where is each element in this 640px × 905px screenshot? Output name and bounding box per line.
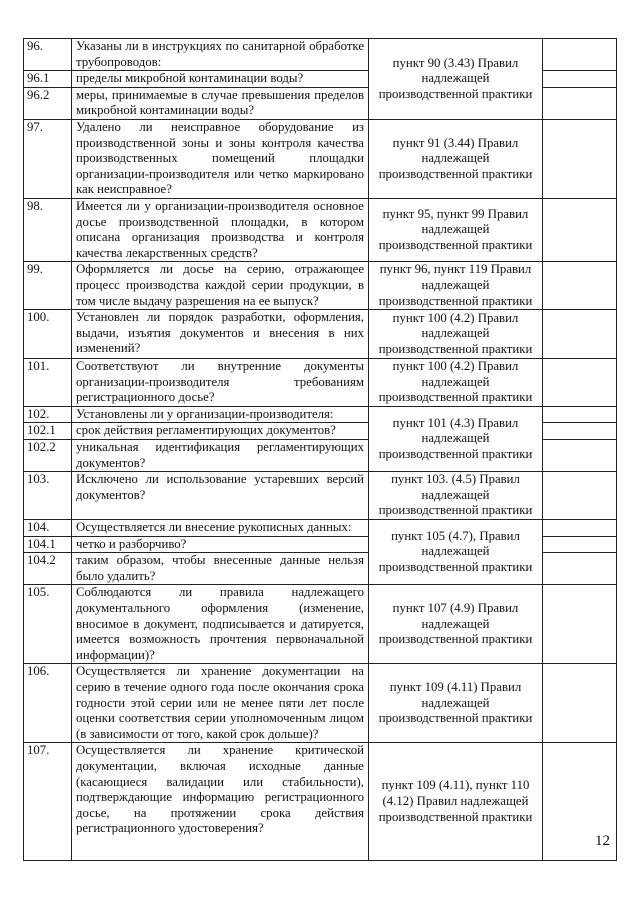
mark-cell[interactable] <box>543 39 617 71</box>
mark-cell[interactable] <box>543 520 617 537</box>
table-row <box>24 198 617 261</box>
row-number: 102.1 <box>24 423 72 440</box>
mark-cell[interactable] <box>543 440 617 472</box>
row-number: 96.2 <box>24 87 72 119</box>
question-text: Осуществляется ли внесение рукописных данных: <box>72 520 369 537</box>
row-number: 104.1 <box>24 536 72 553</box>
question-text: Соответствуют ли внутренние документы организации-производителя требованиям регистрационного досье? <box>72 359 369 407</box>
mark-cell[interactable] <box>543 87 617 119</box>
table-row <box>24 359 617 407</box>
table-row <box>24 743 617 861</box>
question-text: меры, принимаемые в случае превышения пределов микробной контаминации воды? <box>72 87 369 119</box>
reference-cell: пункт 96, пункт 119 Правил надлежащей производственной практики <box>369 262 543 310</box>
row-number: 104. <box>24 520 72 537</box>
table-row <box>24 664 617 743</box>
question-text: Указаны ли в инструкциях по санитарной обработке трубопроводов: <box>72 39 369 71</box>
reference-cell: пункт 109 (4.11) Правил надлежащей производственной практики <box>369 664 543 743</box>
reference-cell: пункт 107 (4.9) Правил надлежащей производственной практики <box>369 585 543 664</box>
mark-cell[interactable] <box>543 310 617 359</box>
row-number: 107. <box>24 743 72 861</box>
mark-cell[interactable] <box>543 359 617 407</box>
row-number: 105. <box>24 585 72 664</box>
table-row <box>24 119 617 198</box>
mark-cell[interactable] <box>543 423 617 440</box>
table-row <box>24 520 617 537</box>
row-number: 103. <box>24 472 72 520</box>
mark-cell[interactable] <box>543 553 617 585</box>
reference-cell: пункт 95, пункт 99 Правил надлежащей производственной практики <box>369 198 543 261</box>
question-text: Установлены ли у организации-производителя: <box>72 406 369 423</box>
reference-cell: пункт 101 (4.3) Правил надлежащей производственной практики <box>369 406 543 471</box>
reference-cell: пункт 91 (3.44) Правил надлежащей производственной практики <box>369 119 543 198</box>
question-text: Исключено ли использование устаревших версий документов? <box>72 472 369 520</box>
table-row <box>24 585 617 664</box>
question-text: пределы микробной контаминации воды? <box>72 71 369 88</box>
question-text: Осуществляется ли хранение документации на серию в течение одного года после окончания срока годности этой серии или не менее пяти лет после оценки соответствия серии уполномоченным лицом (в зависимости от того, какой срок дольше)? <box>72 664 369 743</box>
row-number: 99. <box>24 262 72 310</box>
reference-cell: пункт 103. (4.5) Правил надлежащей производственной практики <box>369 472 543 520</box>
question-text: уникальная идентификация регламентирующих документов? <box>72 440 369 472</box>
row-number: 102. <box>24 406 72 423</box>
question-text: таким образом, чтобы внесенные данные нельзя было удалить? <box>72 553 369 585</box>
row-number: 98. <box>24 198 72 261</box>
reference-cell: пункт 109 (4.11), пункт 110 (4.12) Правил надлежащей производственной практики <box>369 743 543 861</box>
row-number: 101. <box>24 359 72 407</box>
question-text: Оформляется ли досье на серию, отражающее процесс производства каждой серии продукции, в том числе выдачу разрешения на ее выпуск? <box>72 262 369 310</box>
question-text: четко и разборчиво? <box>72 536 369 553</box>
mark-cell[interactable] <box>543 536 617 553</box>
question-text: Установлен ли порядок разработки, оформления, выдачи, изъятия документов и внесения в них изменений? <box>72 310 369 359</box>
table-row <box>24 472 617 520</box>
checklist-table <box>23 38 617 861</box>
reference-cell: пункт 100 (4.2) Правил надлежащей производственной практики <box>369 310 543 359</box>
row-number: 100. <box>24 310 72 359</box>
question-text: Имеется ли у организации-производителя основное досье производственной площадки, в котором описана организация производства и контроля качества лекарственных средств? <box>72 198 369 261</box>
row-number: 104.2 <box>24 553 72 585</box>
question-text: срок действия регламентирующих документов? <box>72 423 369 440</box>
table-row <box>24 262 617 310</box>
reference-cell: пункт 105 (4.7), Правил надлежащей производственной практики <box>369 520 543 585</box>
reference-cell: пункт 90 (3.43) Правил надлежащей производственной практики <box>369 39 543 120</box>
mark-cell[interactable] <box>543 406 617 423</box>
mark-cell[interactable] <box>543 585 617 664</box>
mark-cell[interactable] <box>543 71 617 88</box>
reference-cell: пункт 100 (4.2) Правил надлежащей производственной практики <box>369 359 543 407</box>
mark-cell[interactable] <box>543 119 617 198</box>
table-row <box>24 406 617 423</box>
mark-cell[interactable] <box>543 472 617 520</box>
question-text: Соблюдаются ли правила надлежащего документального оформления (изменение, вносимое в документ, подписывается и датируется, имеется возможность прочтения первоначальной информации)? <box>72 585 369 664</box>
table-row <box>24 39 617 71</box>
row-number: 96. <box>24 39 72 71</box>
row-number: 102.2 <box>24 440 72 472</box>
mark-cell[interactable] <box>543 262 617 310</box>
question-text: Осуществляется ли хранение критической документации, включая исходные данные (касающиеся валидации или стабильности), подтверждающие информацию регистрационного досье, на протяжении срока действия регистрационного удостоверения? <box>72 743 369 861</box>
table-row <box>24 310 617 359</box>
page-number: 12 <box>595 833 610 849</box>
row-number: 97. <box>24 119 72 198</box>
mark-cell[interactable] <box>543 664 617 743</box>
row-number: 96.1 <box>24 71 72 88</box>
mark-cell[interactable] <box>543 198 617 261</box>
row-number: 106. <box>24 664 72 743</box>
question-text: Удалено ли неисправное оборудование из производственной зоны и зоны контроля качества производственных помещений площадки организации-производителя или четко маркировано как неисправное? <box>72 119 369 198</box>
